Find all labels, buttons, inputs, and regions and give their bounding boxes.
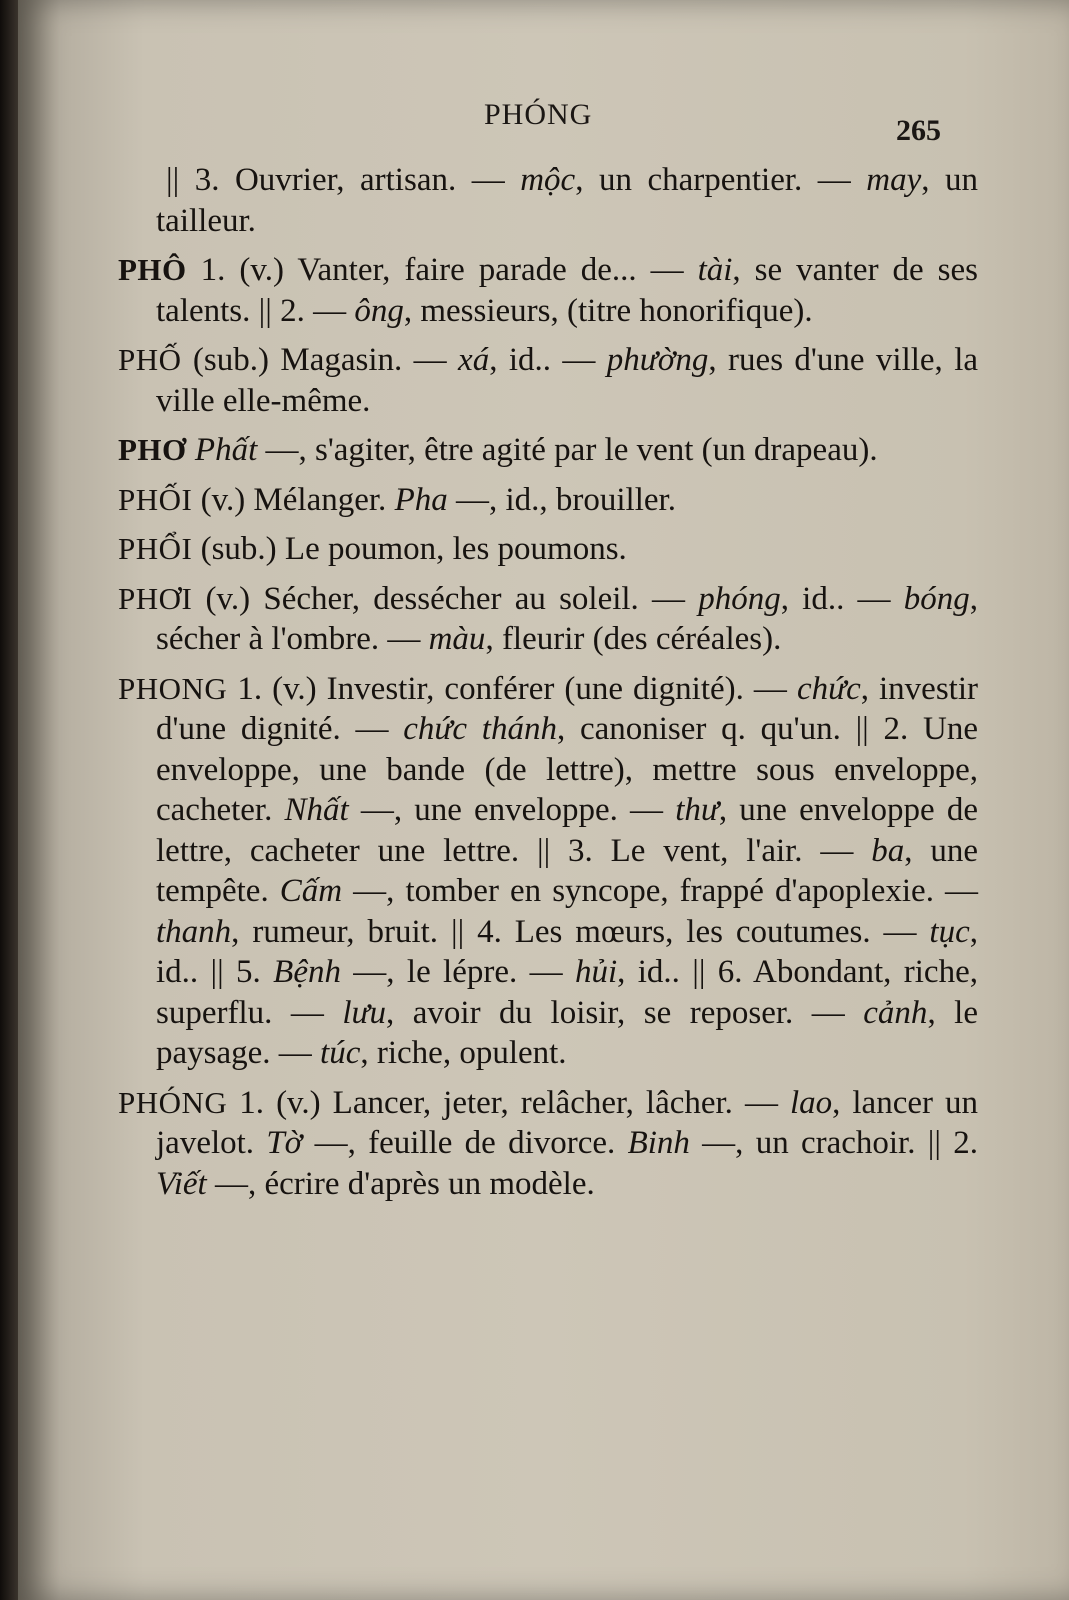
dictionary-entry	[118, 340, 978, 421]
definition-text: —, id., brouiller.	[447, 481, 676, 518]
page-number: 265	[896, 114, 941, 147]
definition-text: , id.. —	[780, 580, 904, 617]
vietnamese-term: Phất	[194, 432, 258, 468]
entry-headword: PHÔ	[118, 252, 187, 287]
vietnamese-term: chức	[796, 670, 861, 707]
dictionary-entry	[118, 430, 978, 471]
definition-text: , id.. || 6. Abondant, riche, superflu. —	[156, 954, 978, 1031]
definition-text: —, feuille de divorce.	[302, 1125, 628, 1161]
vietnamese-term: lao	[789, 1084, 833, 1121]
entry-headword: PHỔI	[118, 531, 193, 566]
vietnamese-term: mộc	[520, 162, 576, 198]
vietnamese-term: ông	[354, 292, 404, 329]
vietnamese-term: hủi	[574, 954, 618, 990]
vietnamese-term: Cấm	[279, 873, 343, 909]
vietnamese-term: thư	[675, 792, 719, 828]
definition-text: , le paysage. —	[156, 994, 978, 1071]
definition-text: (v.) Sécher, dessécher au soleil. —	[192, 580, 699, 617]
definition-text: , id.. —	[489, 342, 607, 378]
entry-headword: PHƠ	[118, 432, 187, 467]
definition-text: —, tomber en syncope, frappé d'apoplexie. —	[342, 873, 978, 909]
definition-text: , rumeur, bruit. || 4. Les mœurs, les coutumes. —	[231, 913, 930, 950]
vietnamese-term: túc	[320, 1035, 361, 1071]
definition-text: , un charpentier. —	[575, 162, 867, 198]
vietnamese-term: Viết	[156, 1165, 207, 1202]
vietnamese-term: cảnh	[863, 994, 928, 1031]
vietnamese-term: Tờ	[266, 1125, 303, 1161]
definition-text: , un tailleur.	[156, 162, 979, 239]
definition-text: —, un crachoir. || 2.	[689, 1125, 978, 1161]
definition-text: 1. (v.) Investir, conférer (une dignité). —	[227, 670, 797, 707]
vietnamese-term: thanh	[156, 913, 232, 950]
definition-text: , canoniser q. qu'un. || 2. Une enveloppe, une bande (de lettre), mettre sous enveloppe, cacheter.	[156, 711, 979, 828]
definition-text: || 3. Ouvrier, artisan. —	[166, 162, 521, 198]
definition-text: (sub.) Le poumon, les poumons.	[192, 531, 627, 567]
entry-headword: PHÓNG	[118, 1084, 228, 1120]
running-head: PHÓNG	[484, 98, 593, 131]
vietnamese-term: Nhất	[284, 792, 349, 828]
vietnamese-term: may	[866, 162, 922, 198]
definition-text: —, le lépre. —	[340, 954, 575, 990]
entry-headword: PHONG	[118, 670, 228, 706]
definition-text: , sécher à l'ombre. —	[156, 580, 978, 657]
dictionary-entry	[118, 529, 978, 570]
definition-text: , riche, opulent.	[360, 1035, 567, 1071]
dictionary-page	[18, 0, 1069, 1600]
definition-text: —, une enveloppe. —	[348, 792, 676, 828]
dictionary-entry	[118, 669, 978, 1074]
definition-text: , avoir du loisir, se reposer. —	[386, 994, 864, 1031]
definition-text: , id.. || 5.	[156, 913, 978, 990]
entry-headword: PHỐI	[118, 481, 193, 517]
vietnamese-term: ba	[871, 832, 905, 869]
vietnamese-term: tục	[929, 913, 970, 950]
vietnamese-term: phóng	[698, 580, 781, 617]
vietnamese-term: xá	[458, 342, 490, 378]
definition-text: —, s'agiter, être agité par le vent (un drapeau).	[257, 432, 878, 468]
definition-text: , une enveloppe de lettre, cacheter une lettre. || 3. Le vent, l'air. —	[156, 792, 978, 869]
dictionary-entry	[118, 250, 978, 331]
vietnamese-term: tài	[697, 252, 733, 288]
definition-text: 1. (v.) Lancer, jeter, relâcher, lâcher. —	[227, 1084, 790, 1121]
definition-text: , investir d'une dignité. —	[156, 670, 979, 747]
page-header	[18, 92, 1069, 152]
definition-text: (v.) Mélanger.	[192, 481, 395, 518]
definition-text: 1. (v.) Vanter, faire parade de... —	[186, 252, 698, 288]
dictionary-entry	[118, 579, 978, 660]
dictionary-entries	[118, 160, 978, 1213]
entry-headword: PHƠI	[118, 580, 193, 616]
vietnamese-term: màu	[428, 621, 486, 657]
definition-text: (sub.) Magasin. —	[181, 342, 459, 378]
definition-text: , messieurs, (titre honorifique).	[403, 292, 813, 329]
dictionary-entry	[118, 480, 978, 521]
vietnamese-term: Bệnh	[273, 954, 341, 990]
dictionary-entry	[118, 160, 978, 241]
vietnamese-term: chức thánh	[403, 711, 557, 747]
definition-text: , fleurir (des céréales).	[485, 621, 782, 657]
vietnamese-term: lưu	[342, 994, 387, 1031]
dictionary-entry	[118, 1083, 978, 1205]
definition-text: , rues d'une ville, la ville elle-même.	[156, 342, 979, 419]
entry-headword: PHỐ	[118, 342, 182, 377]
definition-text: , lancer un javelot.	[156, 1084, 978, 1161]
vietnamese-term: Binh	[627, 1125, 690, 1161]
definition-text: —, écrire d'après un modèle.	[206, 1165, 595, 1202]
vietnamese-term: phường	[606, 342, 709, 378]
definition-text: , une tempête.	[156, 832, 978, 909]
definition-text	[187, 432, 195, 468]
vietnamese-term: Pha	[394, 481, 448, 518]
definition-text: , se vanter de ses talents. || 2. —	[156, 252, 979, 329]
vietnamese-term: bóng	[903, 580, 970, 617]
